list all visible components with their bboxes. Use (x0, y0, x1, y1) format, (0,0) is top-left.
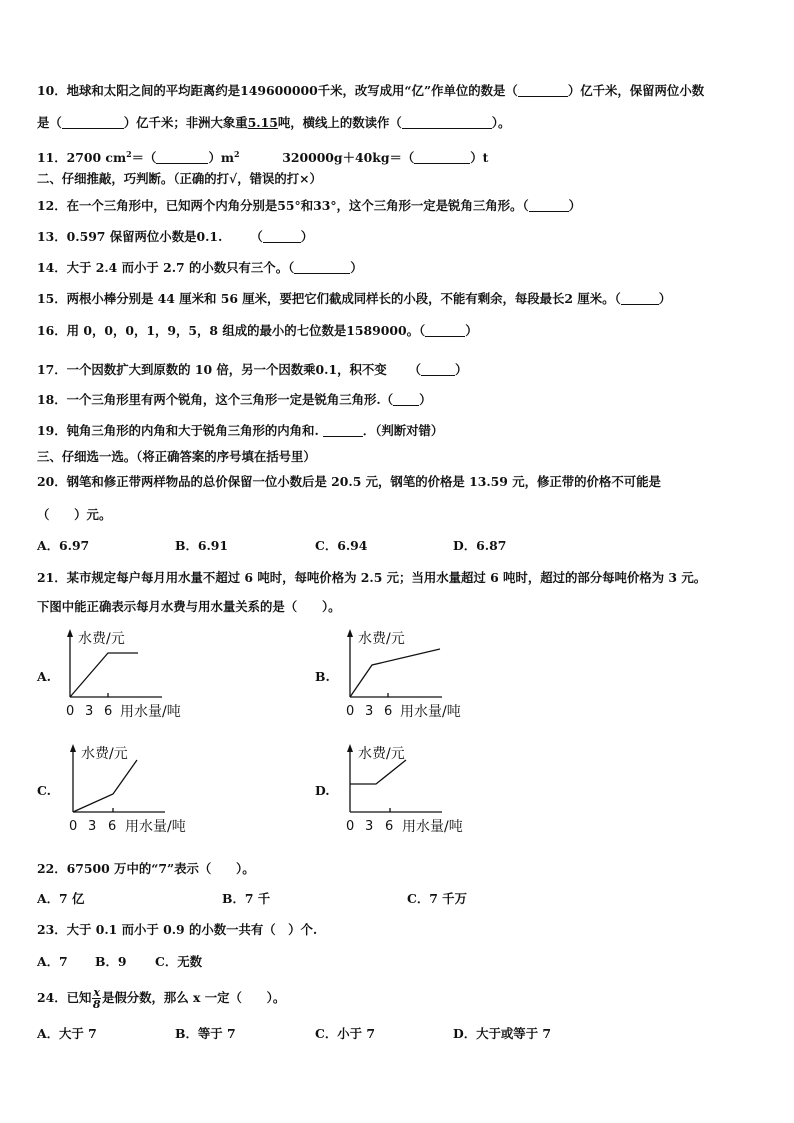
answer-blank[interactable] (402, 116, 492, 129)
option-d[interactable]: D．6.87 (453, 538, 507, 553)
fraction-x-over-8: $\frac{x}{8}$ (92, 986, 101, 1011)
answer-blank[interactable] (323, 424, 363, 437)
graph-d (342, 740, 512, 840)
answer-blank[interactable] (393, 393, 419, 406)
question-20-line-2: （ ）元。 (37, 507, 112, 522)
answer-blank[interactable] (294, 261, 350, 274)
option-b[interactable]: B．等于 7 (175, 1026, 236, 1041)
option-b[interactable]: B．9 (95, 954, 127, 969)
tick-label: 3 (85, 704, 94, 719)
option-a[interactable]: A．7 亿 (37, 891, 85, 906)
tick-label: 0 (346, 704, 355, 719)
graph-a-letter[interactable]: A. (37, 669, 51, 684)
y-axis-label: 水费/元 (358, 631, 405, 647)
answer-blank[interactable] (263, 230, 301, 243)
y-axis-label: 水费/元 (358, 746, 405, 762)
x-axis-label: 用水量/吨 (120, 704, 181, 720)
y-axis-arrow (347, 744, 353, 752)
tick-label: 3 (88, 819, 97, 834)
x-axis-label: 用水量/吨 (400, 704, 461, 720)
tick-label: 6 (104, 704, 113, 719)
question-13: 13．0.597 保留两位小数是0.1. （ ） (37, 229, 314, 244)
answer-blank[interactable] (62, 116, 124, 129)
answer-blank[interactable] (621, 292, 659, 305)
tick-label: 3 (365, 704, 374, 719)
question-15: 15．两根小棒分别是 44 厘米和 56 厘米，要把它们截成同样长的小段，不能有剩余，每段最长2 厘米。（ ） (37, 291, 672, 306)
answer-blank[interactable] (156, 151, 208, 164)
y-axis-arrow (70, 744, 76, 752)
question-20-line-1: 20．钢笔和修正带两样物品的总价保留一位小数后是 20.5 元，钢笔的价格是 13.59 元，修正带的价格不可能是 (37, 474, 661, 489)
answer-blank[interactable] (518, 84, 568, 97)
graph-line (350, 760, 406, 784)
question-21-line-1: 21．某市规定每户每月用水量不超过 6 吨时，每吨价格为 2.5 元；当用水量超过 6 吨时，超过的部分每吨价格为 3 元。 (37, 570, 707, 585)
question-12: 12．在一个三角形中，已知两个内角分别是55°和33°，这个三角形一定是锐角三角形。（ ） (37, 198, 581, 213)
graph-d-letter[interactable]: D. (315, 783, 330, 798)
option-a[interactable]: A．7 (37, 954, 68, 969)
answer-blank[interactable] (529, 199, 569, 212)
tick-label: 3 (365, 819, 374, 834)
question-19: 19．钝角三角形的内角和大于锐角三角形的内角和. ．（判断对错） (37, 423, 444, 438)
tick-label: 6 (385, 819, 394, 834)
x-axis-label: 用水量/吨 (402, 819, 463, 835)
option-c[interactable]: C．无数 (155, 954, 203, 969)
option-a[interactable]: A．6.97 (37, 538, 90, 553)
graph-b (342, 625, 512, 725)
option-d[interactable]: D．大于或等于 7 (453, 1026, 552, 1041)
graph-line (70, 653, 138, 697)
question-16: 16．用 0，0，0，1，9，5，8 组成的最小的七位数是1589000。（ ） (37, 323, 478, 338)
question-14: 14．大于 2.4 而小于 2.7 的小数只有三个。（ ） (37, 260, 363, 275)
question-23: 23．大于 0.1 而小于 0.9 的小数一共有（ ）个. (37, 922, 318, 937)
graph-c (65, 740, 235, 840)
question-22: 22．67500 万中的“7”表示（ ）。 (37, 861, 255, 876)
question-10-line-1: 10．地球和太阳之间的平均距离约是149600000千米，改写成用“亿”作单位的数是（ ）亿千米，保留两位小数 (37, 83, 705, 98)
graph-line (73, 760, 137, 812)
question-17: 17．一个因数扩大到原数的 10 倍，另一个因数乘0.1，积不变 （ ） (37, 362, 468, 377)
option-a[interactable]: A．大于 7 (37, 1026, 97, 1041)
option-c[interactable]: C．7 千万 (407, 891, 467, 906)
tick-label: 0 (346, 819, 355, 834)
answer-blank[interactable] (414, 151, 470, 164)
option-b[interactable]: B．6.91 (175, 538, 229, 553)
tick-label: 6 (384, 704, 393, 719)
graph-b-letter[interactable]: B. (315, 669, 330, 684)
question-10-line-2: 是（ ）亿千米；非洲大象重5.15吨，横线上的数读作（ ）。 (37, 115, 511, 130)
option-b[interactable]: B．7 千 (222, 891, 271, 906)
y-axis-arrow (67, 629, 73, 637)
answer-blank[interactable] (425, 324, 465, 337)
option-c[interactable]: C．小于 7 (315, 1026, 375, 1041)
option-c[interactable]: C．6.94 (315, 538, 368, 553)
graph-line (350, 649, 440, 697)
y-axis-label: 水费/元 (78, 631, 125, 647)
y-axis-label: 水费/元 (81, 746, 128, 762)
answer-blank[interactable] (421, 363, 455, 376)
tick-label: 0 (69, 819, 78, 834)
question-21-line-2: 下图中能正确表示每月水费与用水量关系的是（ ）。 (37, 599, 341, 614)
tick-label: 0 (66, 704, 75, 719)
tick-label: 6 (108, 819, 117, 834)
question-18: 18．一个三角形里有两个锐角，这个三角形一定是锐角三角形.（ ） (37, 392, 432, 407)
graph-a (62, 625, 232, 725)
section-2-heading: 二、仔细推敲，巧判断。（正确的打√，错误的打×） (37, 171, 322, 186)
section-3-heading: 三、仔细选一选。（将正确答案的序号填在括号里） (37, 449, 316, 464)
graph-c-letter[interactable]: C. (37, 783, 51, 798)
y-axis-arrow (347, 629, 353, 637)
question-11: 11．2700 $cm^2=$（ ）$m^2$ 320000g＋40kg＝（ ）t (37, 149, 489, 166)
x-axis-label: 用水量/吨 (125, 819, 186, 835)
question-24: 24．已知 $\frac{x}{8}$ 是假分数，那么 x 一定（ ）。 (37, 986, 286, 1011)
